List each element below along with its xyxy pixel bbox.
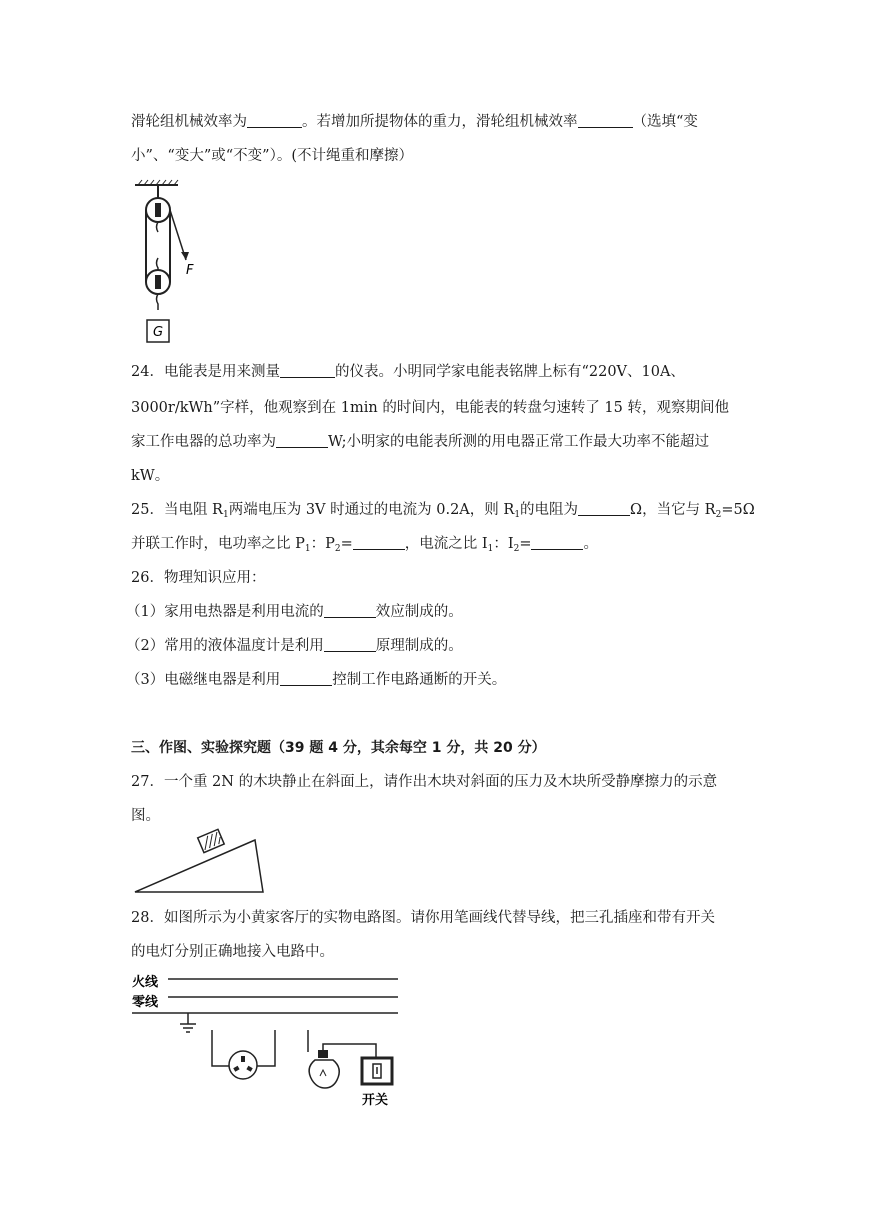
- q26-title: 26．物理知识应用：: [131, 570, 266, 586]
- q25-text: 25．当电阻 R: [131, 502, 223, 518]
- q26-text: 控制工作电路通断的开关。: [332, 672, 507, 688]
- q25-line-1: [131, 500, 755, 525]
- q26-item-2: [126, 636, 463, 656]
- q26-text: （1）家用电热器是利用电流的: [126, 604, 324, 620]
- answer-blank[interactable]: [578, 501, 630, 516]
- answer-blank[interactable]: [280, 671, 332, 686]
- q23-line-1: [131, 112, 698, 132]
- subscript: 1: [487, 544, 494, 554]
- q23-line-2: 小”、“变大”或“不变”）。(不计绳重和摩擦）: [131, 148, 413, 164]
- q25-text: 两端电压为 3V 时通过的电流为 0.2A，则 R: [228, 502, 515, 518]
- live-wire-label: 火线: [132, 975, 159, 990]
- q25-text: ：P: [310, 536, 335, 552]
- q27-line-1: 27．一个重 2N 的木块静止在斜面上，请作出木块对斜面的压力及木块所受静摩擦力的示意: [131, 774, 718, 790]
- q28-line-1: 28．如图所示为小黄家客厅的实物电路图。请你用笔画线代替导线，把三孔插座和带有开关: [131, 910, 715, 926]
- q25-text: Ω，当它与 R: [630, 502, 716, 518]
- force-f-label: F: [186, 263, 194, 278]
- pulley-diagram: [130, 180, 200, 350]
- switch-icon: [362, 1058, 392, 1084]
- q26-item-3: [126, 670, 506, 690]
- circuit-diagram: [130, 968, 405, 1108]
- q24-line-4: kW。: [131, 468, 170, 484]
- ground-icon: [180, 1013, 196, 1032]
- subscript: 2: [334, 544, 341, 554]
- answer-blank[interactable]: [247, 113, 302, 128]
- q28-line-2: 的电灯分别正确地接入电路中。: [131, 944, 334, 960]
- subscript: 1: [514, 510, 521, 520]
- answer-blank[interactable]: [276, 433, 328, 448]
- q23-text-b: 。若增加所提物体的重力，滑轮组机械效率: [302, 114, 578, 130]
- q25-text: =: [340, 536, 353, 552]
- answer-blank[interactable]: [280, 363, 335, 378]
- subscript: 2: [513, 544, 520, 554]
- q23-text-c: （选填“变: [632, 114, 698, 130]
- q26-item-1: [126, 602, 463, 622]
- q24-text-d: W;小明家的电能表所测的用电器正常工作最大功率不能超过: [328, 434, 710, 450]
- answer-blank[interactable]: [578, 113, 633, 128]
- q25-text: =5Ω: [721, 502, 755, 518]
- q24-line-3: [131, 432, 709, 452]
- q25-text: =: [519, 536, 532, 552]
- q25-text: 并联工作时，电功率之比 P: [131, 536, 305, 552]
- q24-text-a: 24．电能表是用来测量: [131, 364, 280, 380]
- answer-blank[interactable]: [531, 535, 583, 550]
- subscript: 1: [222, 510, 229, 520]
- three-hole-socket-icon: [212, 1030, 275, 1079]
- q26-text: （2）常用的液体温度计是利用: [126, 638, 324, 654]
- q24-line-1: [131, 362, 685, 382]
- neutral-wire-label: 零线: [132, 995, 159, 1010]
- q25-text: ：I: [493, 536, 514, 552]
- q25-text: 的电阻为: [520, 502, 579, 518]
- q24-text-c: 家工作电器的总功率为: [131, 434, 276, 450]
- section-heading: 三、作图、实验探究题（39 题 4 分，其余每空 1 分，共 20 分）: [131, 740, 546, 756]
- subscript: 1: [304, 544, 311, 554]
- q25-line-2: [131, 534, 598, 559]
- subscript: 2: [715, 510, 722, 520]
- answer-blank[interactable]: [353, 535, 405, 550]
- q26-text: 效应制成的。: [375, 604, 463, 620]
- incline-diagram: [133, 832, 268, 897]
- q24-text-b: 的仪表。小明同学家电能表铭牌上标有“220V、10A、: [334, 364, 685, 380]
- q23-text-a: 滑轮组机械效率为: [131, 114, 247, 130]
- q27-line-2: 图。: [131, 808, 160, 824]
- switch-label: 开关: [362, 1093, 389, 1108]
- q25-text: ，电流之比 I: [404, 536, 488, 552]
- q24-line-2: 3000r/kWh”字样，他观察到在 1min 的时间内，电能表的转盘匀速转了 15 转，观察期间他: [131, 400, 729, 416]
- q25-text: 。: [583, 536, 598, 552]
- answer-blank[interactable]: [324, 603, 376, 618]
- weight-g-label: G: [153, 325, 164, 340]
- answer-blank[interactable]: [324, 637, 376, 652]
- q26-text: 原理制成的。: [375, 638, 463, 654]
- q26-text: （3）电磁继电器是利用: [126, 672, 281, 688]
